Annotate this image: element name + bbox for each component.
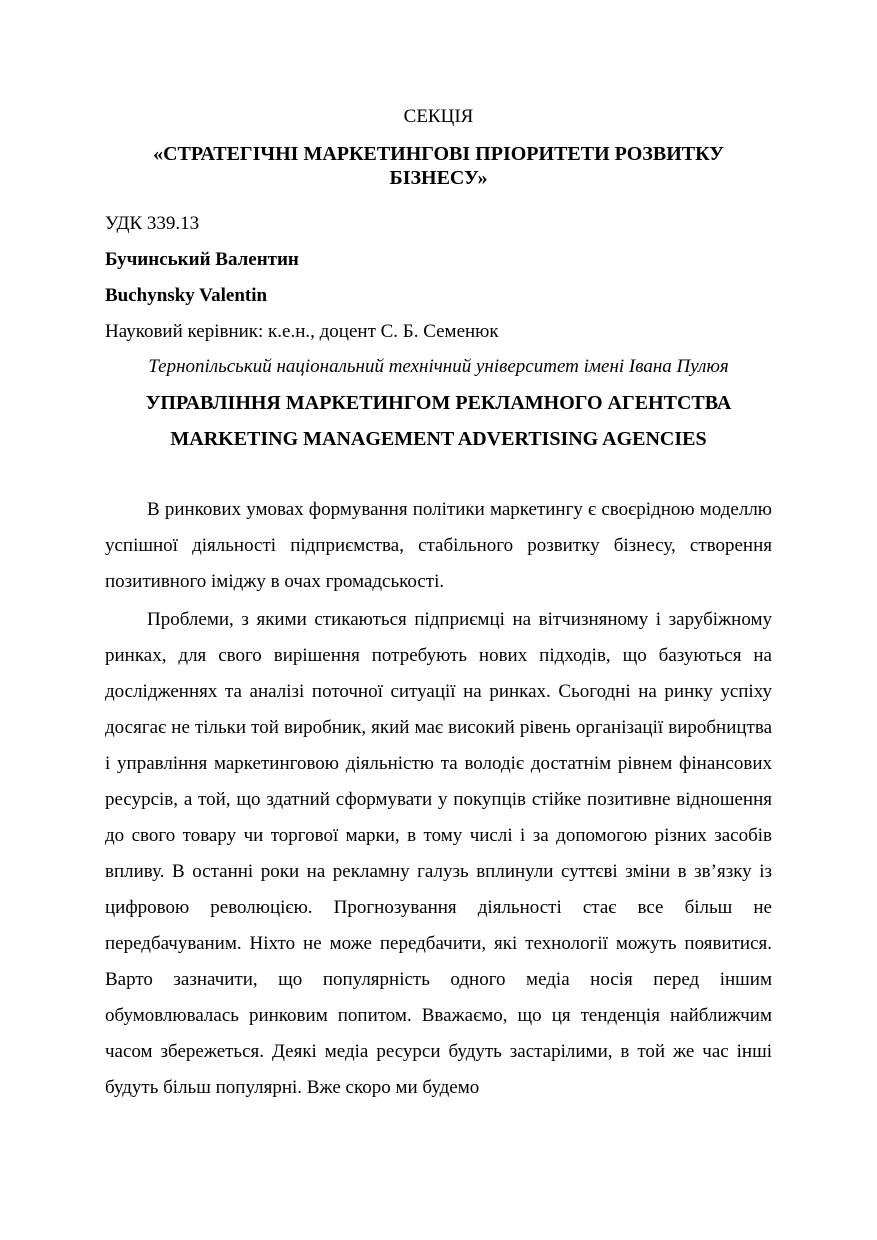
article-title-en: MARKETING MANAGEMENT ADVERTISING AGENCIES [170,428,707,450]
author-name-ua: Бучинський Валентин [105,249,299,270]
section-title-line1: «СТРАТЕГІЧНІ МАРКЕТИНГОВІ ПРІОРИТЕТИ РОЗВИТКУ [153,143,724,165]
article-body [105,492,772,1106]
udc-code: УДК 339.13 [105,213,200,234]
section-label: СЕКЦІЯ [403,106,474,127]
article-title-ua: УПРАВЛІННЯ МАРКЕТИНГОМ РЕКЛАМНОГО АГЕНТСТВА [145,392,732,414]
body-paragraph: В ринкових умовах формування політики маркетингу є своєрідною моделлю успішної діяльності підприємства, стабільного розвитку бізнесу, створення позитивного іміджу в очах громадськості. [105,499,772,592]
author-name-en: Buchynsky Valentin [105,285,268,306]
section-title-line2: БІЗНЕСУ» [389,167,488,189]
affiliation-line: Тернопільський національний технічний університет імені Івана Пулюя [148,356,729,377]
body-paragraph: Проблеми, з якими стикаються підприємці на вітчизняному і зарубіжному ринках, для свого вирішення потребують нових підходів, що базуються на дослідженнях та аналізі поточної ситуації на ринках. Сьогодні на ринку успіху досягає не тільки той виробник, який має високий рівень організації виробництва і управління маркетинговою діяльністю та володіє достатнім рівнем фінансових ресурсів, а той, що здатний сформувати у покупців стійке позитивне відношення до свого товару чи торгової марки, в тому числі і за допомогою різних засобів впливу. В останні роки на рекламну галузь вплинули суттєві зміни в зв’язку із цифровою революцією. Прогнозування діяльності стає все більш не передбачуваним. Ніхто не може передбачити, які технології можуть появитися. Варто зазначити, що популярність одного медіа носія перед іншим обумовлювалась ринковим попитом. Вважаємо, що ця тенденція найближчим часом збережеться. Деякі медіа ресурси будуть застарілими, в той же час інші будуть більш популярні. Вже скоро ми будемо [105,609,772,1098]
supervisor-line: Науковий керівник: к.е.н., доцент С. Б. Семенюк [105,321,499,342]
